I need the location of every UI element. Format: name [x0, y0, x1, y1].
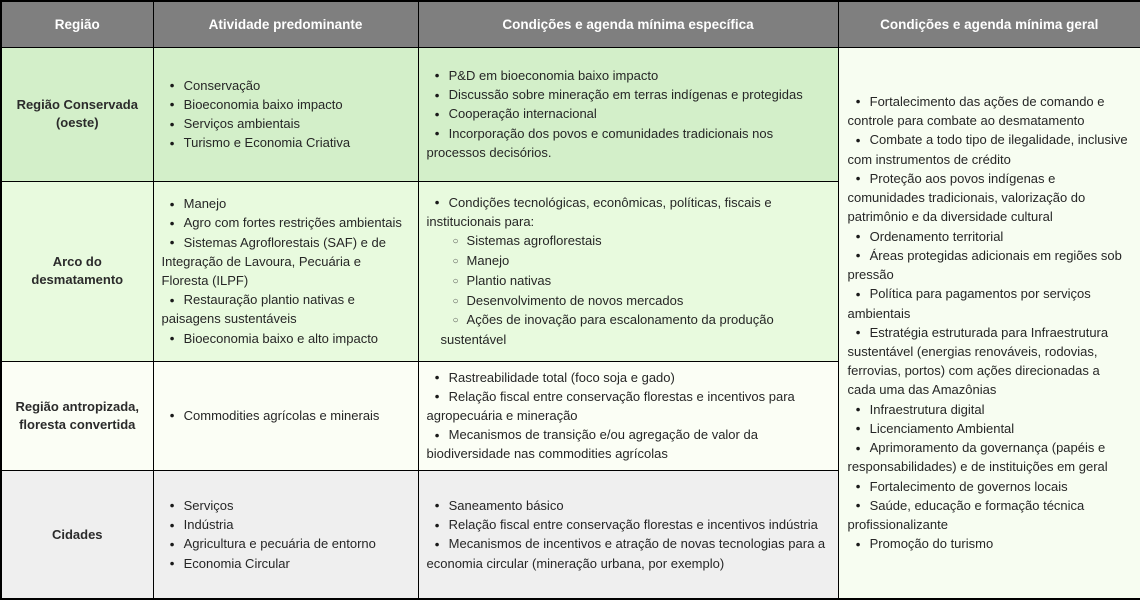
bullet-item: ● Licenciamento Ambiental — [848, 419, 1132, 438]
sub-bullet-item: ○ Desenvolvimento de novos mercados — [427, 291, 830, 311]
region-cell: Região antropizada, floresta convertida — [1, 361, 153, 470]
bullet-item: ● Commodities agrícolas e minerais — [162, 406, 410, 425]
bullet-item: ● Relação fiscal entre conservação florestas e incentivos indústria — [427, 515, 830, 534]
bullet-item: ● Conservação — [162, 76, 410, 95]
header-cell-atividade: Atividade predominante — [153, 1, 418, 47]
sub-bullet-item: ○ Plantio nativas — [427, 271, 830, 291]
bullet-item: ● Agricultura e pecuária de entorno — [162, 534, 410, 553]
activities-cell — [153, 470, 418, 599]
bullet-item: ● Estratégia estruturada para Infraestrutura sustentável (energias renováveis, rodovias, ferrovias, portos) com ações direcionadas a cada uma das Amazônias — [848, 323, 1132, 400]
bullet-item: ● Relação fiscal entre conservação florestas e incentivos para agropecuária e mineração — [427, 387, 830, 425]
header-cell-agenda-especifica: Condições e agenda mínima específica — [418, 1, 838, 47]
bullet-item: ● Sistemas Agroflorestais (SAF) e de Integração de Lavoura, Pecuária e Floresta (ILPF) — [162, 233, 410, 291]
bullet-item: ● Manejo — [162, 194, 410, 213]
bullet-item: ● Discussão sobre mineração em terras indígenas e protegidas — [427, 85, 830, 104]
bullet-item: ● Indústria — [162, 515, 410, 534]
header-cell-agenda-geral: Condições e agenda mínima geral — [838, 1, 1140, 47]
bullet-item: ● Agro com fortes restrições ambientais — [162, 213, 410, 232]
bullet-item: ● Combate a todo tipo de ilegalidade, inclusive com instrumentos de crédito — [848, 130, 1132, 168]
bullet-item: ● Ordenamento territorial — [848, 227, 1132, 246]
bullet-item: ● Restauração plantio nativas e paisagens sustentáveis — [162, 290, 410, 328]
activities-cell — [153, 181, 418, 361]
bullet-item: ● Fortalecimento de governos locais — [848, 477, 1132, 496]
bullet-item: ● Bioeconomia baixo e alto impacto — [162, 329, 410, 348]
general-agenda-cell — [838, 47, 1140, 599]
bullet-item: ● Saúde, educação e formação técnica profissionalizante — [848, 496, 1132, 534]
bullet-item: ● Economia Circular — [162, 554, 410, 573]
specific-agenda-cell — [418, 470, 838, 599]
region-cell: Região Conservada (oeste) — [1, 47, 153, 181]
bullet-item: ● Condições tecnológicas, econômicas, políticas, fiscais e institucionais para: — [427, 193, 830, 231]
bullet-item: ● Serviços — [162, 496, 410, 515]
region-cell: Arco do desmatamento — [1, 181, 153, 361]
activities-cell — [153, 361, 418, 470]
header-cell-regiao: Região — [1, 1, 153, 47]
bullet-item: ● Fortalecimento das ações de comando e controle para combate ao desmatamento — [848, 92, 1132, 130]
bullet-item: ● Aprimoramento da governança (papéis e responsabilidades) e de instituições em geral — [848, 438, 1132, 476]
specific-agenda-cell — [418, 181, 838, 361]
sub-bullet-item: ○ Manejo — [427, 251, 830, 271]
bullet-item: ● Proteção aos povos indígenas e comunidades tradicionais, valorização do patrimônio e da diversidade cultural — [848, 169, 1132, 227]
bullet-item: ● Incorporação dos povos e comunidades tradicionais nos processos decisórios. — [427, 124, 830, 162]
bullet-item: ● Rastreabilidade total (foco soja e gado) — [427, 368, 830, 387]
bullet-item: ● Áreas protegidas adicionais em regiões sob pressão — [848, 246, 1132, 284]
activities-cell — [153, 47, 418, 181]
table-row-regiao-conservada — [1, 47, 1140, 181]
bullet-item: ● Promoção do turismo — [848, 534, 1132, 553]
bullet-item: ● Mecanismos de incentivos e atração de novas tecnologias para a economia circular (mineração urbana, por exemplo) — [427, 534, 830, 572]
sub-bullet-item: ○ Sistemas agroflorestais — [427, 231, 830, 251]
region-cell: Cidades — [1, 470, 153, 599]
bullet-item: ● Infraestrutura digital — [848, 400, 1132, 419]
specific-agenda-cell — [418, 47, 838, 181]
header-row — [1, 1, 1140, 47]
bullet-item: ● Bioeconomia baixo impacto — [162, 95, 410, 114]
bullet-item: ● Saneamento básico — [427, 496, 830, 515]
bullet-item: ● Serviços ambientais — [162, 114, 410, 133]
bullet-item: ● Turismo e Economia Criativa — [162, 133, 410, 152]
bullet-item: ● P&D em bioeconomia baixo impacto — [427, 66, 830, 85]
bullet-item: ● Mecanismos de transição e/ou agregação de valor da biodiversidade nas commodities agrícolas — [427, 425, 830, 463]
bullet-item: ● Cooperação internacional — [427, 104, 830, 123]
sub-bullet-item: ○ Ações de inovação para escalonamento da produção sustentável — [427, 310, 830, 349]
bullet-item: ● Política para pagamentos por serviços ambientais — [848, 284, 1132, 322]
specific-agenda-cell — [418, 361, 838, 470]
